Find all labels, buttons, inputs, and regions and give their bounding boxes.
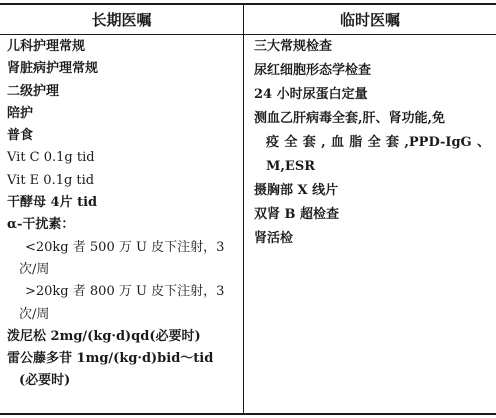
temporary-order: M,ESR (266, 159, 316, 174)
long-term-order: >20kg 者 800 万 U 皮下注射，3 (25, 284, 225, 300)
temporary-orders-header: 临时医嘱 (339, 11, 400, 29)
long-term-order: 次/周 (19, 306, 50, 322)
long-term-orders-header: 长期医嘱 (91, 11, 152, 29)
long-term-order: 泼尼松 2mg/(kg·d)qd(必要时) (7, 328, 201, 344)
temporary-order: 肾活检 (254, 231, 294, 246)
long-term-order: 普食 (7, 128, 34, 144)
long-term-order: 干酵母 4片 tid (7, 195, 98, 211)
temporary-order: 摄胸部 X 线片 (254, 183, 339, 198)
temporary-order: 三大常规检查 (254, 39, 333, 54)
long-term-order: <20kg 者 500 万 U 皮下注射，3 (25, 239, 225, 255)
column-divider (243, 3, 244, 415)
long-term-order: (必要时) (19, 373, 71, 389)
long-term-order: 次/周 (19, 261, 50, 277)
table-header-rule (0, 34, 496, 35)
long-term-order: Vit C 0.1g tid (7, 150, 95, 166)
temporary-orders-column (254, 36, 490, 252)
temporary-order: 测血乙肝病毒全套,肝、肾功能,免 (254, 111, 446, 126)
long-term-orders-column (7, 36, 241, 393)
long-term-order: 陪护 (7, 105, 34, 121)
temporary-order: 尿红细胞形态学检查 (254, 63, 372, 78)
table-bottom-rule (0, 413, 496, 415)
temporary-order: 双肾 B 超检查 (254, 207, 340, 222)
table-top-rule (0, 3, 496, 5)
long-term-order: 肾脏病护理常规 (7, 61, 99, 77)
temporary-order: 疫全套,血脂全套,PPD-IgG、 (266, 135, 490, 150)
long-term-order: 儿科护理常规 (7, 39, 86, 54)
temporary-order: 24 小时尿蛋白定量 (254, 87, 368, 102)
long-term-order: 二级护理 (7, 83, 60, 99)
long-term-order: Vit E 0.1g tid (7, 172, 95, 188)
long-term-order: α-干扰素： (7, 217, 75, 233)
long-term-order: 雷公藤多苷 1mg/(kg·d)bid～tid (7, 351, 214, 367)
